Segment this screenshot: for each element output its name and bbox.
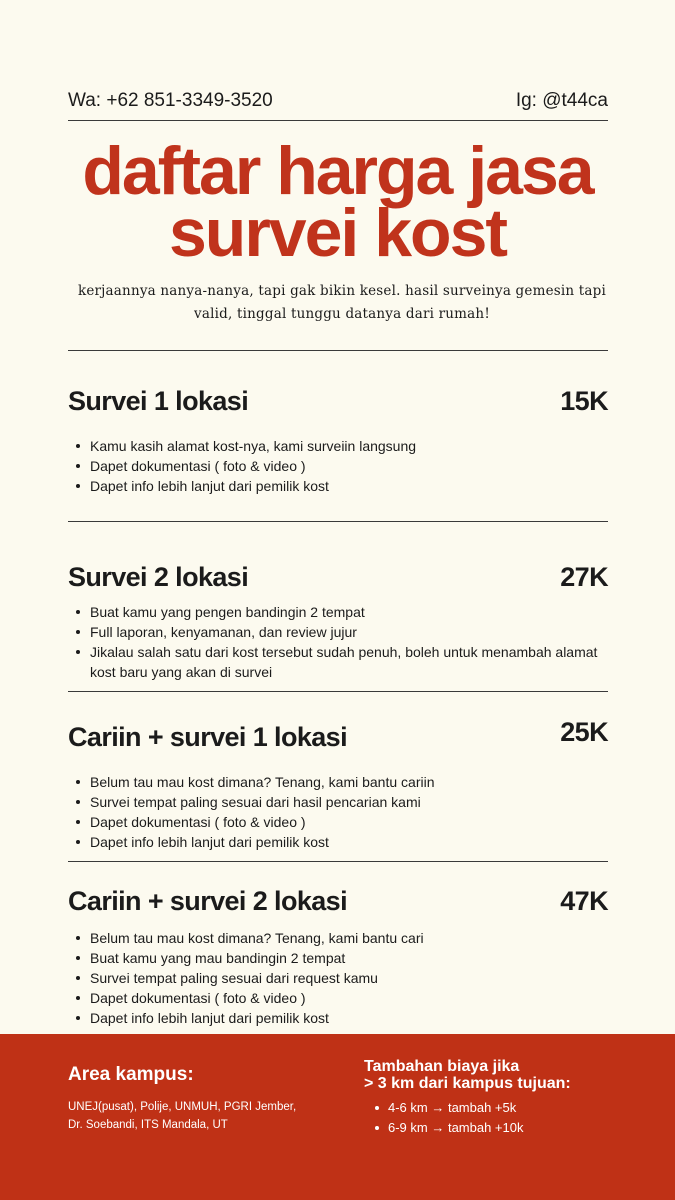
list-item: Kamu kasih alamat kost-nya, kami surveiin langsung [90, 436, 608, 456]
divider [68, 521, 608, 522]
feature-list [68, 928, 608, 1028]
list-item: 6-9 km → tambah +10k [388, 1118, 523, 1138]
feature-list [68, 436, 608, 496]
whatsapp-contact[interactable]: Wa: +62 851-3349-3520 [68, 90, 273, 111]
package-cariin-survei-1-lokasi [68, 716, 608, 852]
list-item: Belum tau mau kost dimana? Tenang, kami bantu cari [90, 928, 608, 948]
list-item: Survei tempat paling sesuai dari hasil pencarian kami [90, 792, 608, 812]
package-name: Cariin + survei 2 lokasi [68, 885, 348, 916]
package-price: 47K [560, 885, 608, 916]
divider [68, 350, 608, 351]
list-item: 4-6 km → tambah +5k [388, 1098, 523, 1118]
campus-list: UNEJ(pusat), Polije, UNMUH, PGRI Jember, Dr. Soebandi, ITS Mandala, UT [68, 1101, 297, 1131]
list-item: Dapet info lebih lanjut dari pemilik kost [90, 476, 608, 496]
instagram-handle[interactable]: Ig: @t44ca [515, 90, 608, 111]
package-name: Survei 1 lokasi [68, 385, 249, 416]
divider [68, 691, 608, 692]
extra-fee-list [388, 1098, 523, 1138]
list-item: Dapet dokumentasi ( foto & video ) [90, 456, 608, 476]
list-item: Jikalau salah satu dari kost tersebut sudah penuh, boleh untuk menambah alamat kost baru yang akan di survei [90, 642, 608, 682]
divider [68, 120, 608, 121]
package-price: 25K [560, 716, 608, 747]
extra-fee-title [364, 1058, 634, 1092]
list-item: Buat kamu yang mau bandingin 2 tempat [90, 948, 608, 968]
package-survei-1-lokasi [68, 384, 608, 496]
feature-list [68, 772, 608, 852]
extra-fee-title-line-2: > 3 km dari kampus tujuan: [364, 1075, 571, 1092]
list-item: Survei tempat paling sesuai dari request kamu [90, 968, 608, 988]
package-header [68, 884, 608, 918]
package-name: Survei 2 lokasi [68, 561, 249, 592]
list-item: Dapet info lebih lanjut dari pemilik kost [90, 1008, 608, 1028]
title-line-1: daftar harga jasa [82, 133, 593, 209]
page-title [0, 133, 675, 271]
package-name: Cariin + survei 1 lokasi [68, 721, 348, 752]
list-item: Belum tau mau kost dimana? Tenang, kami bantu cariin [90, 772, 608, 792]
list-item: Dapet dokumentasi ( foto & video ) [90, 988, 608, 1008]
extra-fee-title-line-1: Tambahan biaya jika [364, 1058, 520, 1075]
package-price: 27K [560, 561, 608, 592]
footer [0, 1034, 675, 1200]
package-header [68, 384, 608, 418]
package-header [68, 560, 608, 594]
title-line-2: survei kost [168, 195, 507, 271]
package-price: 15K [560, 385, 608, 416]
package-header [68, 716, 608, 754]
list-item: Dapet dokumentasi ( foto & video ) [90, 812, 608, 832]
divider [68, 861, 608, 862]
tagline: kerjaannya nanya-nanya, tapi gak bikin kesel. hasil surveinya gemesin tapi valid, tinggal tunggu datanya dari rumah! [77, 283, 607, 322]
package-cariin-survei-2-lokasi [68, 884, 608, 1028]
package-survei-2-lokasi [68, 560, 608, 682]
area-title: Area kampus: [68, 1064, 194, 1085]
list-item: Full laporan, kenyamanan, dan review jujur [90, 622, 608, 642]
list-item: Dapet info lebih lanjut dari pemilik kost [90, 832, 608, 852]
list-item: Buat kamu yang pengen bandingin 2 tempat [90, 602, 608, 622]
contact-bar [68, 88, 608, 114]
feature-list [68, 602, 608, 682]
